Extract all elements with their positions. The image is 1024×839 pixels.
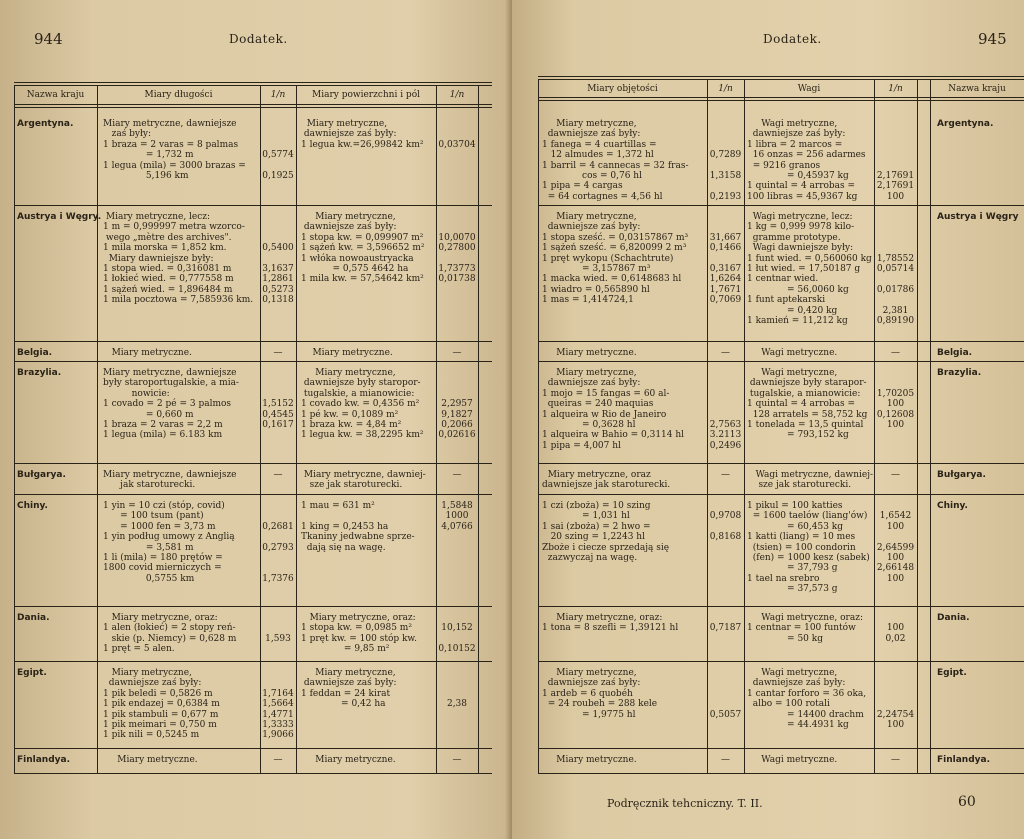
area-ratio: 2,38 [446, 699, 468, 710]
volume-ratio: — [721, 755, 730, 765]
volume-ratio: 2,7563 3.2113 0,2496 [709, 420, 742, 451]
row-rule [538, 494, 1024, 495]
row-rule [538, 606, 1024, 607]
volume-measures: Miary metryczne, dawniejsze zaś były: 1 mojo = 15 fangas = 60 al- queiras = 240 maquias 1 alqueira w Rio de Janeiro = 0,3628 hl 1 alqueira w Bahio = 0,3114 hl 1 pipa = 4,007 hl [542, 368, 685, 451]
length-ratio: — [273, 755, 283, 765]
country-name: Bułgarya. [17, 470, 66, 480]
length-measures: Miary metryczne. [103, 755, 198, 765]
volume-measures: Miary metryczne, dawniejsze zaś były: 1 fanega = 4 cuartillas = 12 almudes = 1,372 hl 1 barril = 4 cannecas = 32 fras- cos = 0,76 hl 1 pipa = 4 cargas = 64 cortagnes = 4,56 hl [542, 119, 689, 202]
rule [538, 76, 1024, 77]
weight-measures: Wagi metryczne, oraz: 1 centnar = 100 funtów = 50 kg [747, 613, 863, 644]
row-rule [14, 463, 492, 464]
area-measures: Miary metryczne, dawniejsze były staropor- tugalskie, a mianowicie: 1 covado kw. = 0,4356 m² 1 pé kw. = 0,1089 m² 1 braza kw. = 4,84 m² 1 legua kw. = 38,2295 km² [301, 368, 424, 441]
country-name: Bułgarya. [937, 470, 986, 480]
rule [538, 79, 1024, 80]
area-ratio: 1,5848 1000 4,0766 [441, 501, 473, 532]
volume-ratio: 31,667 0,1466 0,3167 1,6264 1,7671 0,7069 [709, 232, 742, 306]
length-measures: Miary metryczne, oraz: 1 alen (łokieć) = 2 stopy reń- skie (p. Niemcy) = 0,628 m 1 pręt = 5 alen. [103, 613, 237, 655]
header-ratio: 1/n [270, 90, 286, 100]
area-measures: Miary metryczne, oraz: 1 stopa kw. = 0,0985 m² 1 pręt kw. = 100 stóp kw. = 9,85 m² [301, 613, 417, 655]
area-ratio: 2,2957 9,1827 0,2066 0,02616 [438, 399, 476, 441]
length-measures: Miary metryczne. [103, 348, 192, 358]
weight-measures: Wagi metryczne, dawniejsze zaś były: 1 cantar forforo = 36 oka, albo = 100 rotali = 14400 drachm = 44.4931 kg [747, 668, 867, 731]
row-rule [14, 361, 492, 362]
row-rule [538, 661, 1024, 662]
column-rule [744, 79, 745, 773]
row-rule [538, 463, 1024, 464]
weight-ratio: — [891, 755, 900, 765]
country-name: Finlandya. [937, 755, 991, 765]
length-ratio: — [273, 470, 283, 480]
rule [14, 107, 492, 108]
weight-ratio: — [891, 348, 900, 358]
row-rule [538, 361, 1024, 362]
rule [14, 82, 492, 83]
column-rule [97, 85, 98, 773]
row-rule [538, 748, 1024, 749]
length-ratio: 1,7164 1,5664 1,4771 1,3333 1,9066 [262, 688, 294, 741]
header-country: Nazwa kraju [26, 90, 85, 100]
area-measures: 1 mau = 631 m² 1 king = 0,2453 ha Tkaniny jedwabne sprze- dają się na wagę. [301, 501, 415, 553]
length-ratio: 1,5152 0,4545 0,1617 [262, 399, 294, 431]
page-number-right: 945 [978, 30, 1007, 48]
column-rule [917, 79, 918, 773]
volume-measures: Miary metryczne, dawniejsze zaś były: 1 stopa sześć. = 0,03157867 m³ 1 sążeń sześć. = 6,820099 2 m³ 1 pręt wykopu (Schachtrute) = 3,157867 m³ 1 macka wied. = 0,6148683 hl 1 wiadro = 0,565890 hl 1 mas = 1,414724,1 [542, 212, 689, 306]
rule [14, 773, 492, 774]
weight-ratio: 1,70205 100 0,12608 100 [876, 388, 915, 431]
length-ratio: 1,593 [265, 633, 291, 644]
weight-ratio: 2,17691 2,17691 100 [876, 171, 915, 202]
volume-measures: Miary metryczne. [542, 348, 637, 358]
country-name: Chiny. [937, 501, 968, 511]
page-number-left: 944 [34, 30, 63, 48]
area-measures: Miary metryczne. [301, 755, 396, 765]
country-name: Brazylia. [937, 368, 982, 378]
volume-ratio: 0,5057 [709, 709, 742, 720]
weight-measures: Wagi metryczne, dawniejsze były starapor- tugalskie, a mianowicie: 1 quintal = 4 arrobas = 128 arratels = 58,752 kg 1 tonelada = 13,5 quintal = 793,152 kg [747, 368, 868, 441]
length-measures: Miary metryczne, dawniejsze jak staroturecki. [103, 470, 237, 491]
running-title-right: Dodatek. [763, 32, 822, 46]
header-ratio: 1/n [888, 84, 903, 94]
length-ratio: — [273, 348, 283, 358]
area-ratio: — [452, 755, 462, 765]
country-name: Argentyna. [937, 119, 994, 129]
length-ratio: 0,2681 0,2793 1,7376 [262, 521, 294, 584]
signature-number: 60 [958, 794, 976, 810]
volume-ratio: 0,7187 [709, 623, 742, 634]
row-rule [14, 494, 492, 495]
row-rule [14, 205, 492, 206]
volume-measures: Miary metryczne. [542, 755, 637, 765]
row-rule [538, 205, 1024, 206]
rule [538, 97, 1024, 98]
area-measures: Miary metryczne, dawniej- sze jak staroturecki. [303, 470, 426, 491]
length-ratio: 0,5400 3,1637 1,2861 0,5273 0,1318 [262, 243, 294, 306]
header-country: Nazwa kraju [948, 84, 1006, 94]
length-ratio: 0,5774 0,1925 [262, 150, 294, 182]
length-measures: Miary metryczne, dawniejsze zaś były: 1 braza = 2 varas = 8 palmas = 1,732 m 1 legua (mila) = 3000 brazas = 5,196 km [103, 119, 246, 182]
country-name: Egipt. [937, 668, 967, 678]
area-ratio: 10,152 0,10152 [438, 623, 476, 655]
country-name: Austrya i Węgry. [17, 212, 102, 222]
header-weight: Wagi [797, 84, 821, 94]
volume-measures: Miary metryczne, oraz dawniejsze jak staroturecki. [542, 470, 671, 491]
weight-measures: Wagi metryczne. [747, 348, 838, 358]
column-rule [296, 85, 297, 773]
area-ratio: 10,0070 0,27800 1,73773 0,01738 [438, 232, 476, 285]
area-measures: Miary metryczne, dawniejsze zaś były: 1 stopa kw. = 0,099907 m² 1 sążeń kw. = 3,596652 m² 1 włóka nowoaustryacka = 0,575 4642 ha 1 mila kw. = 57,54642 km² [301, 212, 425, 285]
row-rule [14, 606, 492, 607]
country-name: Argentyna. [17, 119, 74, 129]
header-ratio: 1/n [718, 84, 733, 94]
country-name: Brazylia. [17, 368, 62, 378]
length-measures: Miary metryczne, dawniejsze były staroportugalskie, a mia- nowicie: 1 covado = 2 pé = 3 palmos = 0,660 m 1 braza = 2 varas = 2,2 m 1 legua (mila) = 6.183 km [103, 368, 239, 441]
weight-ratio: 100 0,02 [885, 623, 906, 644]
weight-ratio: 1,6542 100 2,64599 100 2,66148 100 [876, 511, 915, 584]
area-measures: Miary metryczne, dawniejsze zaś były: 1 feddan = 24 kirat = 0,42 ha [301, 668, 397, 710]
weight-measures: Wagi metryczne, dawniej- sze jak staroturecki. [755, 470, 874, 491]
country-name: Chiny. [17, 501, 48, 511]
column-rule [930, 79, 931, 773]
column-rule [14, 85, 15, 773]
row-rule [14, 748, 492, 749]
weight-measures: Wagi metryczne, lecz: 1 kg = 0,999 9978 kilo- gramme prototype. Wagi dawniejsze były: 1 funt wied. = 0,560060 kg 1 łut wied. = 17,50187 g 1 centnar wied. = 56,0060 kg 1 funt aptekarski = 0,420 kg 1 kamień = 11,212 kg [747, 212, 872, 327]
area-ratio: — [452, 348, 462, 358]
column-rule [538, 79, 539, 773]
row-rule [538, 341, 1024, 342]
volume-ratio: 0,7289 1,3158 0,2193 [709, 150, 742, 202]
weight-measures: Wagi metryczne. [747, 755, 838, 765]
volume-ratio: 0,9708 0,8168 [709, 511, 742, 543]
running-title-left: Dodatek. [229, 32, 288, 46]
weight-measures: 1 pikul = 100 katties = 1600 taelów (liang'ów) = 60,453 kg 1 katti (liang) = 10 mes (tsien) = 100 condorin (fen) = 1000 kesz (sabek) = 37,793 g 1 tael na srebro = 37,573 g [747, 501, 870, 595]
volume-ratio: — [721, 470, 730, 480]
length-measures: Miary metryczne, lecz: 1 m = 0,999997 metra wzorco- wego „mètre des archives". 1 mila morska = 1,852 km. Miary dawniejsze były: 1 stopa wied. = 0,316081 m 1 łokieć wied. = 0,777558 m 1 sążeń wied. = 1,896484 m 1 mila pocztowa = 7,585936 km. [103, 212, 254, 306]
header-length: Miary długości [144, 90, 213, 100]
country-name: Austrya i Węgry [937, 212, 1019, 222]
country-name: Dania. [937, 613, 970, 623]
volume-ratio: — [721, 348, 730, 358]
row-rule [14, 661, 492, 662]
area-ratio: 0,03704 [438, 139, 476, 150]
volume-measures: Miary metryczne, dawniejsze zaś były: 1 ardeb = 6 quobéh = 24 roubeh = 288 kele = 1,9775 hl [542, 668, 658, 720]
header-ratio: 1/n [449, 90, 465, 100]
country-name: Belgia. [937, 348, 973, 358]
weight-ratio: — [891, 470, 900, 480]
header-area: Miary powierzchni i pól [311, 90, 420, 100]
header-volume: Miary objętości [587, 84, 658, 94]
volume-measures: 1 czi (zboża) = 10 szing = 1,031 hl 1 sai (zboża) = 2 hwo = 20 szing = 1,2243 hl Zboże i ciecze sprzedają się zazwyczaj na wagę. [542, 501, 670, 564]
weight-measures: Wagi metryczne, dawniejsze zaś były: 1 libra = 2 marcos = 16 onzas = 256 adarmes = 9216 granos = 0,45937 kg 1 quintal = 4 arrobas = 100 libras = 45,9367 kg [747, 119, 866, 202]
footer-text: Podręcznik tehcniczny. T. II. [607, 797, 763, 810]
column-rule [478, 85, 479, 773]
country-name: Belgia. [17, 348, 53, 358]
area-measures: Miary metryczne, dawniejsze zaś były: 1 legua kw.=26,99842 km² [301, 119, 424, 150]
right-page [512, 0, 1024, 839]
area-ratio: — [452, 470, 462, 480]
length-measures: Miary metryczne, dawniejsze zaś były: 1 pik beledi = 0,5826 m 1 pik endazej = 0,6384 m 1 pik stambuli = 0,677 m 1 pik meimari = 0,750 m 1 pik nili = 0,5245 m [103, 668, 220, 741]
length-measures: 1 yin = 10 czi (stóp, covid) = 100 tsum (pant) = 1000 fen = 3,73 m 1 yin podług umowy z Anglią = 3,581 m 1 li (mila) = 180 prętów = 1800 covid mierniczych = 0,5755 km [103, 501, 235, 584]
rule [14, 85, 492, 86]
country-name: Finlandya. [17, 755, 71, 765]
area-measures: Miary metryczne. [301, 348, 393, 358]
volume-measures: Miary metryczne, oraz: 1 tona = 8 szefli = 1,39121 hl [542, 613, 679, 634]
row-rule [14, 341, 492, 342]
country-name: Egipt. [17, 668, 47, 678]
rule [538, 773, 1024, 774]
weight-ratio: 2,24754 100 [876, 709, 915, 731]
weight-ratio: 1,78552 0,05714 0,01786 2,381 0,89190 [876, 253, 915, 327]
rule [14, 104, 492, 105]
country-name: Dania. [17, 613, 50, 623]
rule [538, 100, 1024, 101]
